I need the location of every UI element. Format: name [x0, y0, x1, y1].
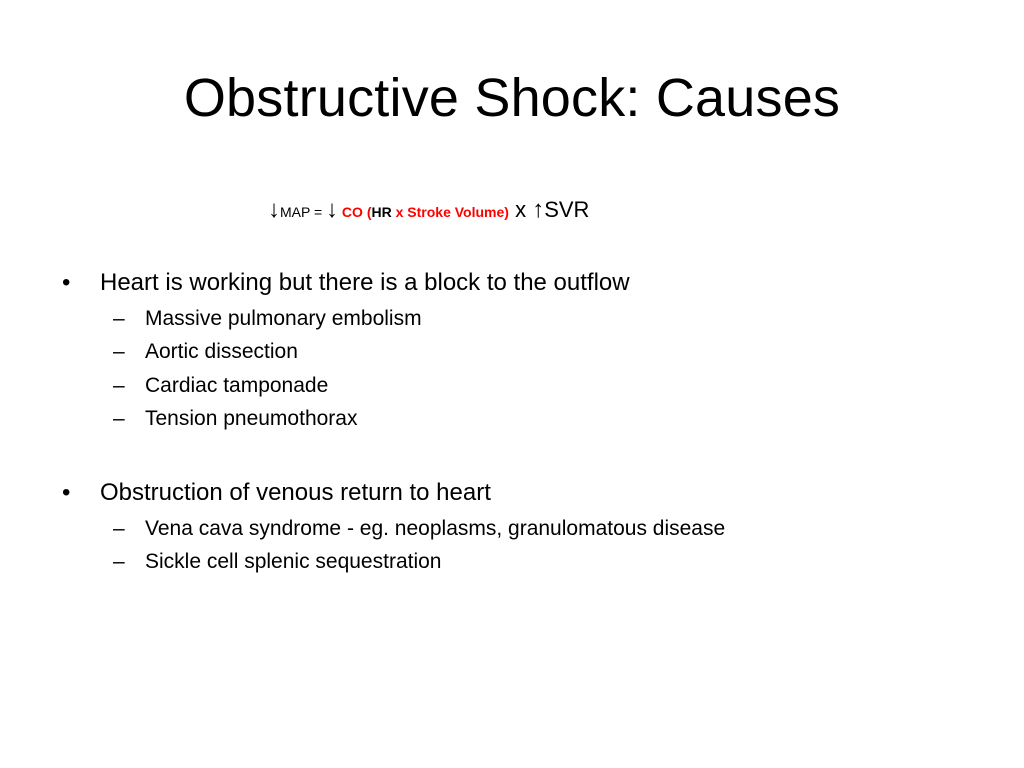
dash-icon: –: [113, 374, 125, 397]
dash-icon: –: [113, 307, 125, 330]
formula-times: x: [508, 197, 533, 222]
formula-co: CO (: [338, 204, 372, 220]
sub-bullet-text: Vena cava syndrome - eg. neoplasms, granulomatous disease: [145, 517, 726, 540]
sub-bullet-item: [113, 514, 725, 544]
sub-bullet-text: Tension pneumothorax: [145, 407, 358, 430]
slide-title: Obstructive Shock: Causes: [183, 68, 841, 128]
formula-stroke-volume: x Stroke Volume): [391, 204, 509, 220]
formula-line: [268, 190, 589, 230]
sub-bullet-item: [113, 337, 298, 367]
dash-icon: –: [113, 407, 125, 430]
formula-map: MAP =: [280, 204, 327, 220]
bullet-text: Heart is working but there is a block to the outflow: [100, 269, 630, 296]
sub-bullet-text: Aortic dissection: [145, 340, 298, 363]
dash-icon: –: [113, 340, 125, 363]
formula-hr: HR: [371, 204, 392, 220]
dash-icon: –: [113, 550, 125, 573]
up-arrow-icon: ↑: [532, 196, 545, 223]
sub-bullet-item: [113, 404, 357, 434]
bullet-icon: •: [62, 479, 71, 506]
formula-svr: SVR: [544, 197, 590, 222]
sub-bullet-text: Massive pulmonary embolism: [145, 307, 422, 330]
down-arrow-icon: ↓: [326, 196, 339, 223]
dash-icon: –: [113, 517, 125, 540]
sub-bullet-item: [113, 304, 422, 334]
bullet-item: [62, 476, 491, 510]
bullet-text: Obstruction of venous return to heart: [100, 479, 491, 506]
sub-bullet-text: Sickle cell splenic sequestration: [145, 550, 442, 573]
sub-bullet-item: [113, 371, 328, 401]
sub-bullet-item: [113, 547, 441, 577]
bullet-item: [62, 266, 630, 300]
bullet-icon: •: [62, 269, 71, 296]
sub-bullet-text: Cardiac tamponade: [145, 374, 329, 397]
down-arrow-icon: ↓: [268, 196, 280, 223]
